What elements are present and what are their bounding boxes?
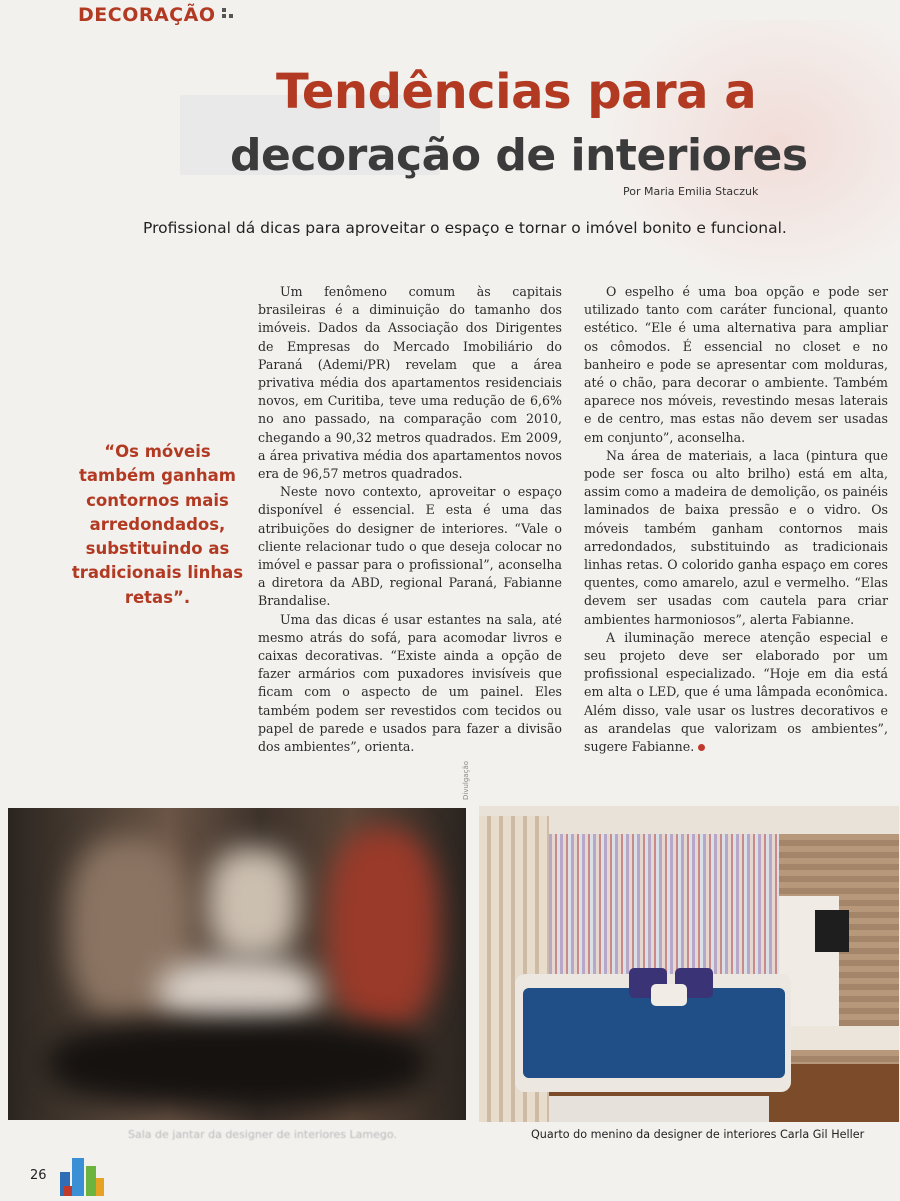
paragraph: Uma das dicas é usar estantes na sala, até mesmo atrás do sofá, para acomodar livros e caixas decorativas. “Existe ainda a opção de fazer armários com puxadores invisíveis que ficam com o aspecto de um painel. Eles também podem ser revestidos com tecidos ou papel de parede e usados para fazer a divisão dos ambientes”, orienta.: [258, 611, 562, 755]
caption-left: Sala de jantar da designer de interiores Lamego.: [128, 1128, 397, 1141]
paragraph: O espelho é uma boa opção e pode ser utilizado tanto com caráter funcional, quanto estético. “Ele é uma alternativa para ampliar os cômodos. É essencial no closet e no banheiro e pode se apresentar com molduras, até o chão, para decorar o ambiente. Também aparece nos móveis, revestindo mesas laterais e de centro, mas estas não devem ser usadas em conjunto”, aconselha.: [584, 284, 888, 445]
buildings-logo-icon: [60, 1156, 104, 1196]
article-column-2: [584, 283, 888, 756]
title-line-2: decoração de interiores: [230, 130, 808, 181]
paragraph: [584, 629, 888, 756]
red-dot-icon: [698, 744, 705, 751]
subtitle: Profissional dá dicas para aproveitar o espaço e tornar o imóvel bonito e funcional.: [143, 219, 787, 237]
page-number: 26: [30, 1168, 47, 1183]
paragraph: Na área de materiais, a laca (pintura que pode ser fosca ou alto brilho) está em alta, assim como a madeira de demolição, os painéis laminados de baixa pressão e o vidro. Os móveis também ganham contornos mais arredondados, substituindo as tradicionais linhas retas. O colorido ganha espaço em cores quentes, como amarelo, azul e vermelho. “Elas devem ser usadas com cautela para criar ambientes harmoniosos”, alerta Fabianne.: [584, 447, 888, 627]
dots-icon: [222, 8, 238, 22]
paragraph: Um fenômeno comum às capitais brasileiras é a diminuição do tamanho dos imóveis. Dados da Associação dos Dirigentes de Empresas do Mercado Imobiliário do Paraná (Ademi/PR) revelam que a área privativa média dos apartamentos residenciais novos, em Curitiba, teve uma redução de 6,6% no ano passado, na comparação com 2010, chegando a 90,32 metros quadrados. Em 2009, a área privativa média dos apartamentos novos era de 96,57 metros quadrados.: [258, 284, 562, 482]
pull-quote: “Os móveis também ganham contornos mais arredondados, substituindo as tradicionais linhas retas”.: [71, 442, 244, 607]
boys-bedroom-photo: [479, 806, 899, 1122]
title-line-1: Tendências para a: [276, 64, 757, 120]
section-label: DECORAÇÃO: [78, 4, 216, 26]
caption-right: Quarto do menino da designer de interiores Carla Gil Heller: [531, 1128, 865, 1141]
dining-room-photo: [8, 808, 466, 1120]
paragraph: Neste novo contexto, aproveitar o espaço disponível é essencial. E esta é uma das atribuições do designer de interiores. “Vale o cliente relacionar tudo o que deseja colocar no imóvel e passar para o profissional”, aconselha a diretora da ABD, regional Paraná, Fabianne Brandalise.: [258, 484, 562, 609]
byline: Por Maria Emilia Staczuk: [623, 185, 759, 198]
photo-credit: Divulgação: [462, 760, 470, 800]
article-column-1: [258, 283, 562, 756]
paragraph-text: A iluminação merece atenção especial e seu projeto deve ser elaborado por um profissional especializado. “Hoje em dia está em alta o LED, que é uma lâmpada econômica. Além disso, vale usar os lustres decorativos e as arandelas que valorizam os ambientes”, sugere Fabianne.: [584, 629, 888, 755]
